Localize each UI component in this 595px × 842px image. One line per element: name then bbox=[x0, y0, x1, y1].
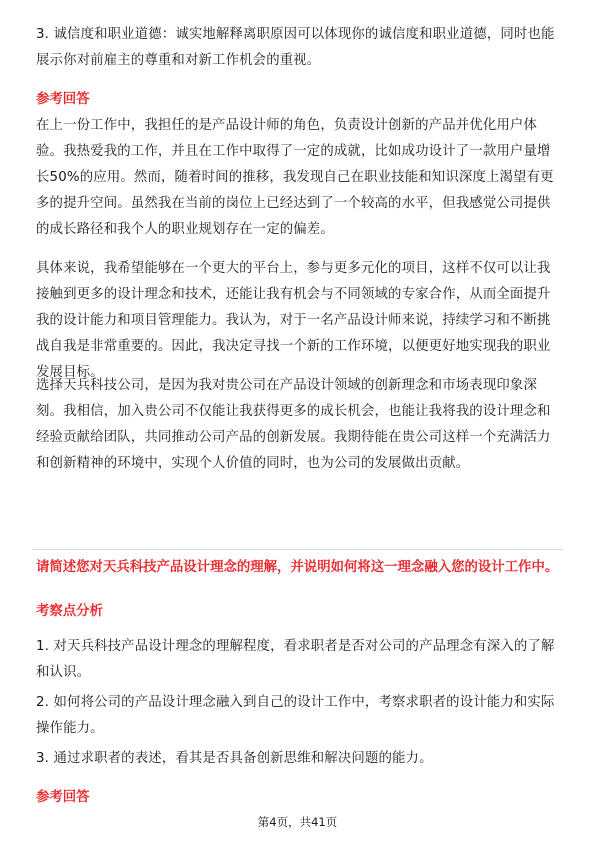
answer-paragraph: 具体来说，我希望能够在一个更大的平台上，参与更多元化的项目，这样不仅可以让我接触到更多的设计理念和技术，还能让我有机会与不同领域的专家合作，从而全面提升我的设计能力和项目管理能力。我认为，对于一名产品设计师来说，持续学习和不断挑战自我是非常重要的。因此，我决定寻找一个新的工作环境，以便更好地实现我的职业发展目标。 bbox=[36, 261, 551, 380]
intro-paragraph: 3. 诚信度和职业道德：诚实地解释离职原因可以体现你的诚信度和职业道德，同时也能展示你对前雇主的尊重和对新工作机会的重视。 bbox=[36, 27, 555, 68]
answer-heading: 参考回答 bbox=[36, 92, 90, 107]
answer-paragraph: 在上一份工作中，我担任的是产品设计师的角色，负责设计创新的产品并优化用户体验。我热爱我的工作，并且在工作中取得了一定的成就，比如成功设计了一款用户量增长50%的应用。然而，随着时间的推移，我发现自己在职业技能和知识深度上渴望有更多的提升空间。虽然我在当前的岗位上已经达到了一个较高的水平，但我感觉公司提供的成长路径和我个人的职业规划存在一定的偏差。 bbox=[36, 118, 554, 237]
section-divider bbox=[32, 549, 563, 550]
analysis-item: 3. 通过求职者的表述，看其是否具备创新思维和解决问题的能力。 bbox=[36, 751, 433, 766]
page-number: 第4页，共41页 bbox=[257, 815, 338, 829]
analysis-item: 1. 对天兵科技产品设计理念的理解程度，看求职者是否对公司的产品理念有深入的了解和认识。 bbox=[36, 639, 555, 680]
answer-heading-2: 参考回答 bbox=[36, 790, 90, 805]
analysis-heading: 考察点分析 bbox=[36, 604, 103, 619]
answer-paragraph: 选择天兵科技公司，是因为我对贵公司在产品设计领域的创新理念和市场表现印象深刻。我相信，加入贵公司不仅能让我获得更多的成长机会，也能让我将我的设计理念和经验贡献给团队，共同推动公司产品的创新发展。我期待能在贵公司这样一个充满活力和创新精神的环境中，实现个人价值的同时，也为公司的发展做出贡献。 bbox=[36, 378, 551, 471]
analysis-item: 2. 如何将公司的产品设计理念融入到自己的设计工作中，考察求职者的设计能力和实际操作能力。 bbox=[36, 695, 555, 736]
question-title: 请简述您对天兵科技产品设计理念的理解，并说明如何将这一理念融入您的设计工作中。 bbox=[36, 560, 559, 575]
